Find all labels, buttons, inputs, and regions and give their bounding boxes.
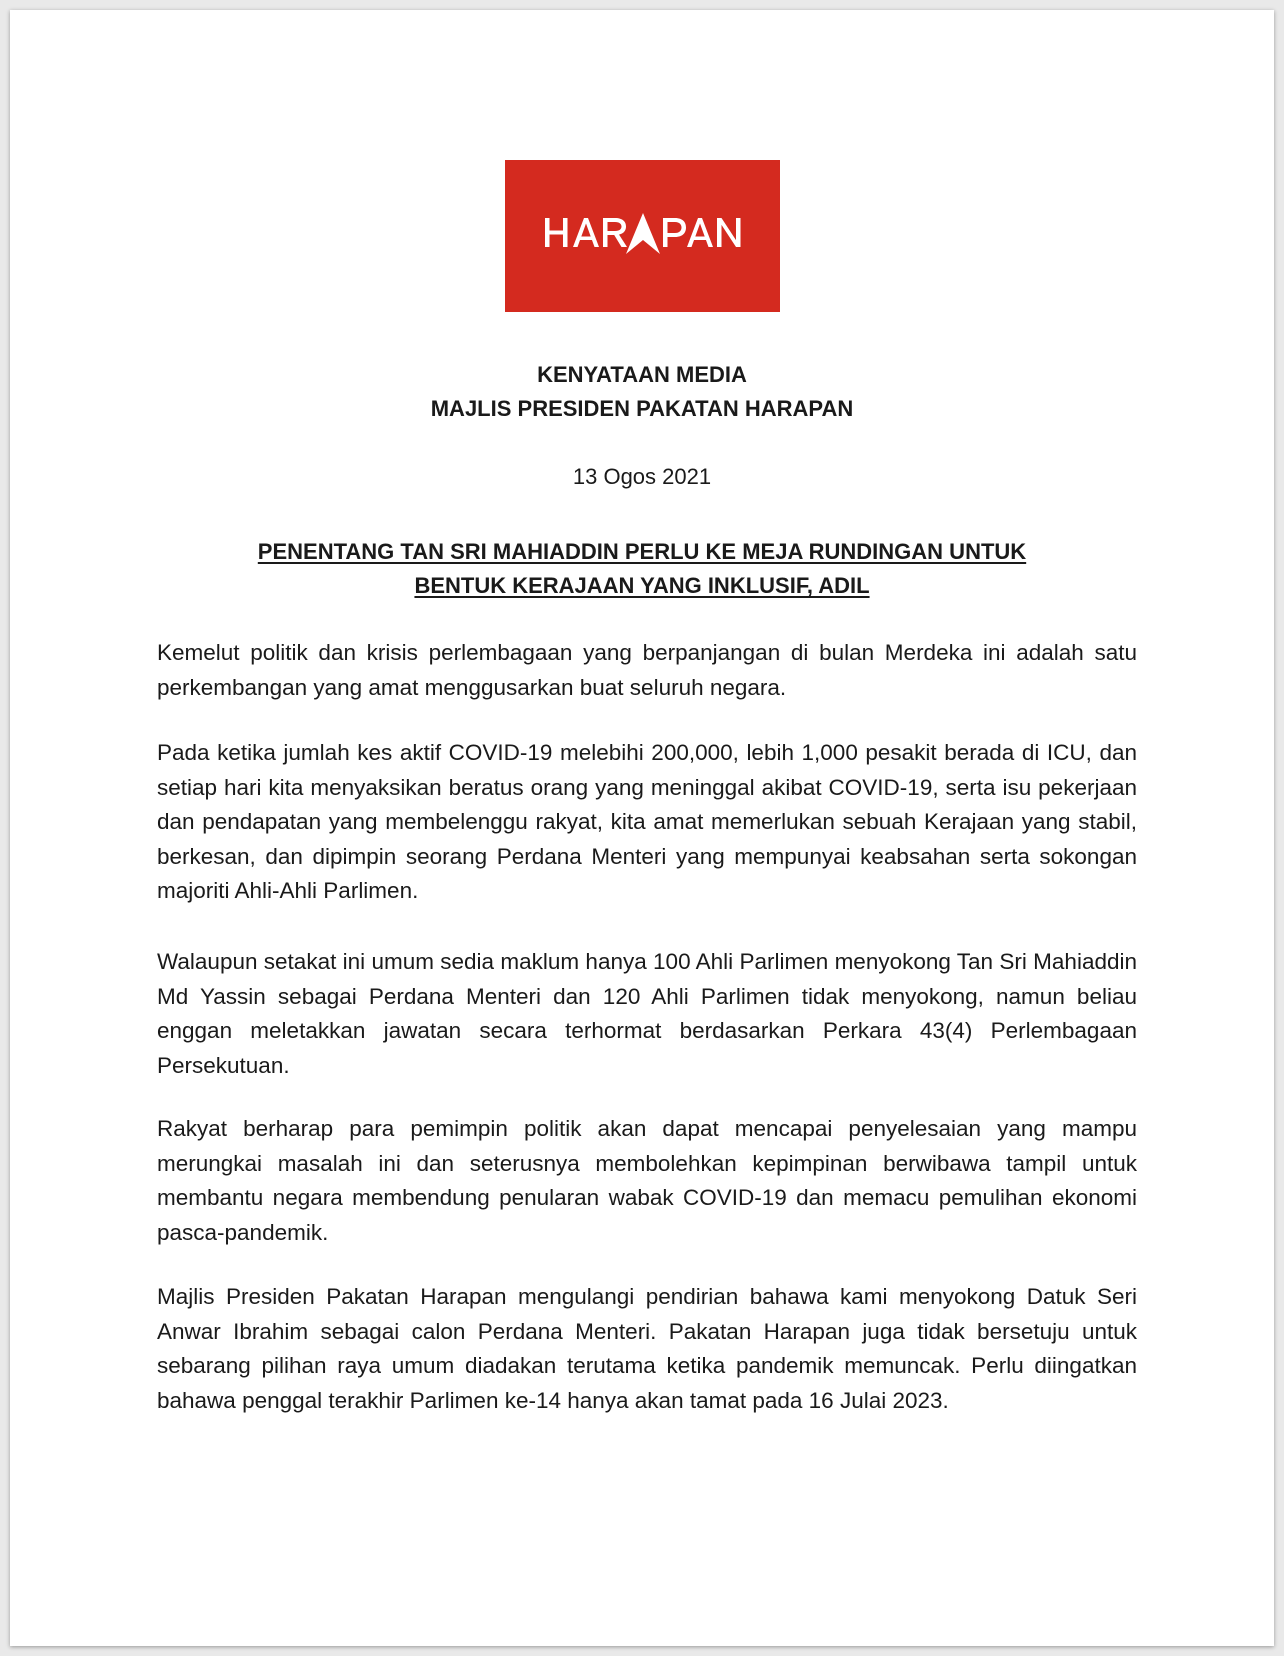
statement-title-line-2 bbox=[10, 569, 1274, 603]
harapan-logo-mark bbox=[505, 160, 780, 312]
statement-title-text-1: PENENTANG TAN SRI MAHIADDIN PERLU KE MEJA RUNDINGAN UNTUK bbox=[257, 539, 1027, 564]
logo-lettering bbox=[545, 213, 741, 254]
statement-title-text-2: BENTUK KERAJAAN YANG INKLUSIF, ADIL bbox=[414, 573, 870, 598]
paragraph: Rakyat berharap para pemimpin politik akan dapat mencapai penyelesaian yang mampu merungkai masalah ini dan seterusnya membolehkan kepimpinan berwibawa tampil untuk membantu negara membendung penularan wabak COVID-19 dan memacu pemulihan ekonomi pasca-pandemik. bbox=[157, 1116, 1137, 1245]
issuer-name: MAJLIS PRESIDEN PAKATAN HARAPAN bbox=[430, 396, 854, 421]
paragraph: Pada ketika jumlah kes aktif COVID-19 melebihi 200,000, lebih 1,000 pesakit berada di ICU, dan setiap hari kita menyaksikan beratus orang yang meninggal akibat COVID-19, serta isu pekerjaan dan pendapatan yang membelenggu rakyat, kita amat memerlukan sebuah Kerajaan yang stabil, berkesan, dan dipimpin seorang Perdana Menteri yang mempunyai keabsahan serta sokongan majoriti Ahli-Ahli Parlimen. bbox=[157, 740, 1137, 903]
harapan-logo bbox=[505, 160, 780, 312]
statement-type: KENYATAAN MEDIA bbox=[537, 362, 747, 387]
statement-title-line-1 bbox=[10, 535, 1274, 569]
paragraph: Majlis Presiden Pakatan Harapan mengulangi pendirian bahawa kami menyokong Datuk Seri Anwar Ibrahim sebagai calon Perdana Menteri. Pakatan Harapan juga tidak bersetuju untuk sebarang pilihan raya umum diadakan terutama ketika pandemik memuncak. Perlu diingatkan bahawa penggal terakhir Parlimen ke-14 hanya akan tamat pada 16 Julai 2023. bbox=[157, 1284, 1137, 1413]
paragraph: Walaupun setakat ini umum sedia maklum hanya 100 Ahli Parlimen menyokong Tan Sri Mahiaddin Md Yassin sebagai Perdana Menteri dan 120 Ahli Parlimen tidak menyokong, namun beliau enggan meletakkan jawatan secara terhormat berdasarkan Perkara 43(4) Perlembagaan Persekutuan. bbox=[157, 949, 1137, 1078]
paragraph: Kemelut politik dan krisis perlembagaan yang berpanjangan di bulan Merdeka ini adalah satu perkembangan yang amat menggusarkan buat seluruh negara. bbox=[157, 640, 1137, 700]
document-page bbox=[10, 10, 1274, 1646]
statement-date: 13 Ogos 2021 bbox=[572, 464, 712, 489]
